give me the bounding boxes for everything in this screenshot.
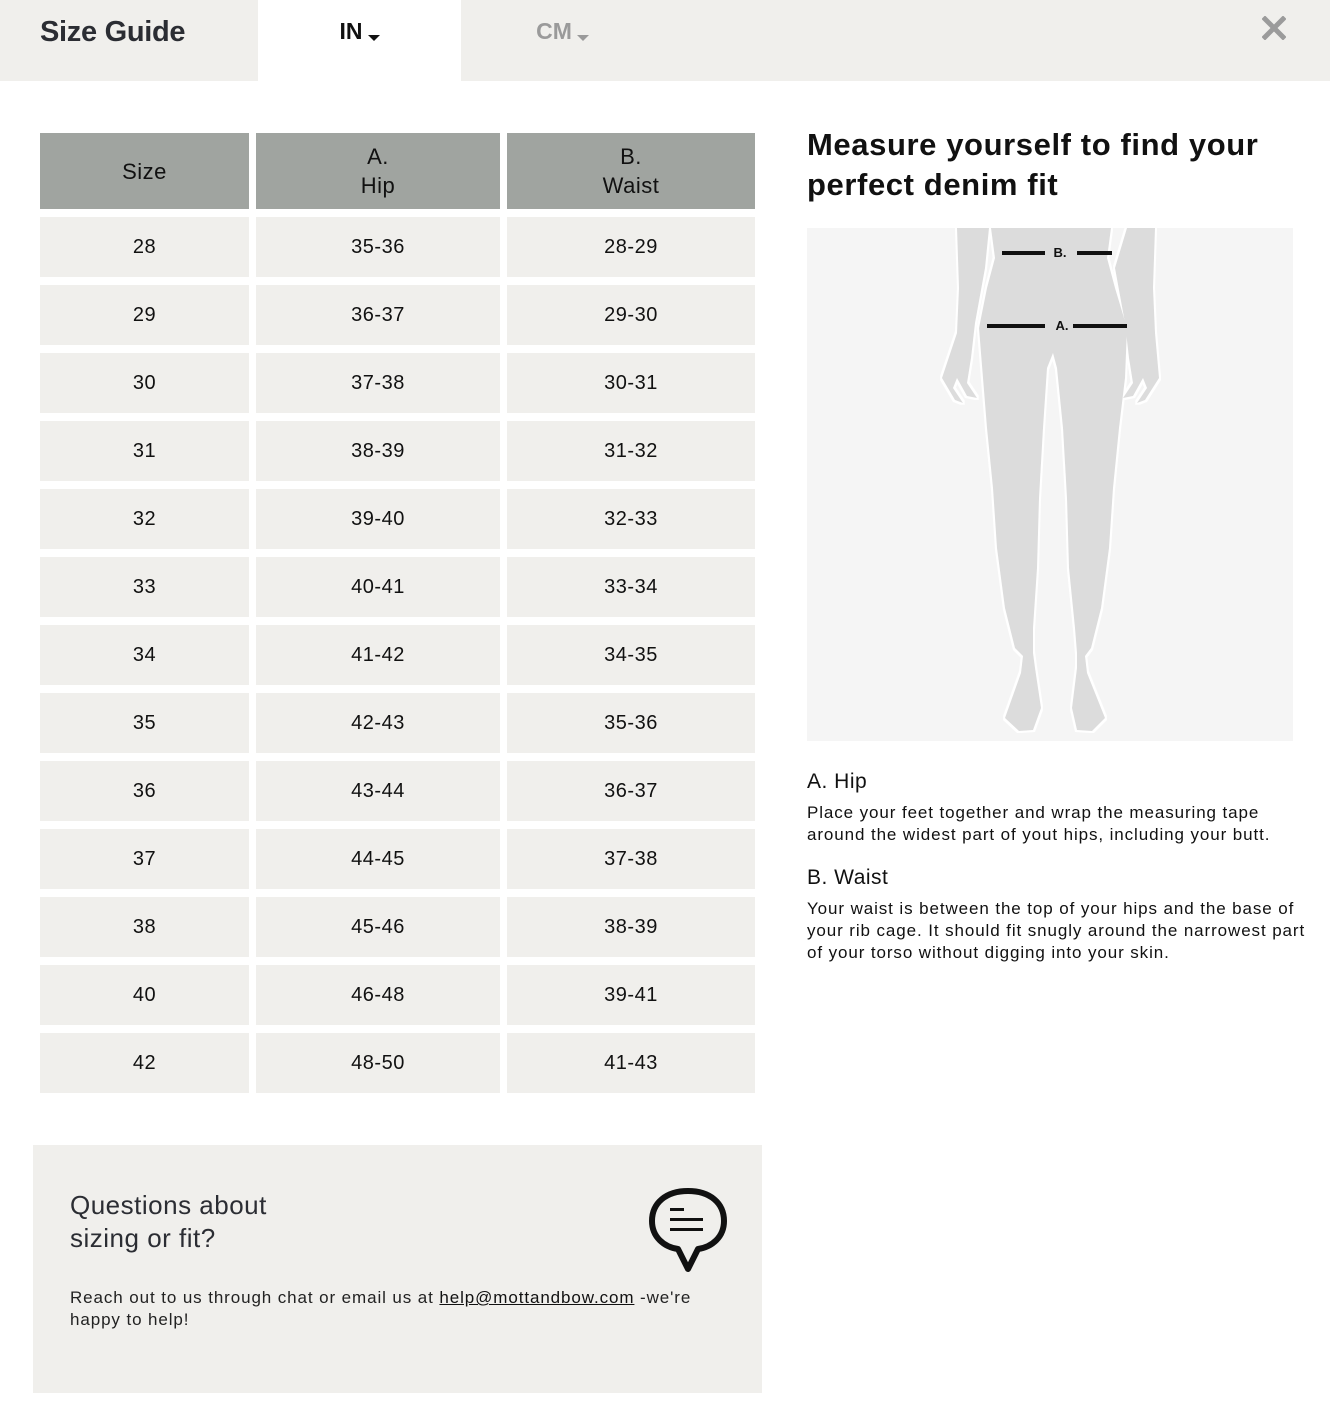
- waist-cell: 39-41: [507, 965, 755, 1025]
- table-row: [40, 897, 755, 957]
- table-row: [40, 489, 755, 549]
- table-row: [40, 1033, 755, 1093]
- waist-cell: 30-31: [507, 353, 755, 413]
- hip-cell: 45-46: [256, 897, 500, 957]
- size-cell: 30: [40, 353, 249, 413]
- tab-centimeters-label: CM: [536, 18, 572, 44]
- hip-cell: 42-43: [256, 693, 500, 753]
- size-table: [40, 133, 755, 1101]
- hip-cell: 44-45: [256, 829, 500, 889]
- column-header-waist: B. Waist: [507, 133, 755, 209]
- waist-cell: 41-43: [507, 1033, 755, 1093]
- body-measurement-figure: [807, 228, 1293, 741]
- hip-cell: 40-41: [256, 557, 500, 617]
- table-row: [40, 353, 755, 413]
- size-cell: 38: [40, 897, 249, 957]
- size-cell: 29: [40, 285, 249, 345]
- close-button[interactable]: [1260, 12, 1288, 44]
- help-text: Reach out to us through chat or email us at help@mottandbow.com -we're happy to help!: [70, 1288, 692, 1329]
- table-row: [40, 217, 755, 277]
- hip-title: A. Hip: [807, 770, 868, 793]
- waist-cell: 33-34: [507, 557, 755, 617]
- waist-cell: 37-38: [507, 829, 755, 889]
- hip-cell: 48-50: [256, 1033, 500, 1093]
- waist-cell: 38-39: [507, 897, 755, 957]
- table-row: [40, 829, 755, 889]
- waist-cell: 32-33: [507, 489, 755, 549]
- caret-down-icon: [577, 35, 589, 41]
- measure-section: [807, 125, 1297, 205]
- hip-cell: 36-37: [256, 285, 500, 345]
- hip-cell: 39-40: [256, 489, 500, 549]
- waist-cell: 34-35: [507, 625, 755, 685]
- size-guide-header: [0, 0, 1330, 81]
- size-cell: 37: [40, 829, 249, 889]
- close-icon: [1262, 16, 1286, 40]
- hip-cell: 38-39: [256, 421, 500, 481]
- size-cell: 36: [40, 761, 249, 821]
- chat-bubble-icon[interactable]: [648, 1187, 728, 1273]
- help-heading: Questions about sizing or fit?: [70, 1190, 267, 1253]
- help-email-link[interactable]: help@mottandbow.com: [439, 1288, 635, 1307]
- size-cell: 34: [40, 625, 249, 685]
- caret-down-icon: [368, 35, 380, 41]
- table-row: [40, 421, 755, 481]
- figure-label-a: A.: [1055, 318, 1069, 333]
- body-silhouette-image: [807, 228, 1293, 741]
- help-box: [33, 1145, 762, 1393]
- size-cell: 35: [40, 693, 249, 753]
- waist-cell: 35-36: [507, 693, 755, 753]
- measure-heading: Measure yourself to find your perfect denim fit: [807, 127, 1259, 202]
- size-cell: 28: [40, 217, 249, 277]
- table-row: [40, 625, 755, 685]
- waist-cell: 36-37: [507, 761, 755, 821]
- column-header-size: Size: [40, 133, 249, 209]
- waist-title: B. Waist: [807, 866, 889, 889]
- table-row: [40, 557, 755, 617]
- tab-inches[interactable]: [258, 0, 461, 81]
- table-row: [40, 693, 755, 753]
- table-header-row: [40, 133, 755, 209]
- page-title: Size Guide: [40, 16, 186, 48]
- hip-cell: 46-48: [256, 965, 500, 1025]
- tab-centimeters[interactable]: [461, 0, 664, 81]
- size-cell: 31: [40, 421, 249, 481]
- table-row: [40, 965, 755, 1025]
- waist-cell: 31-32: [507, 421, 755, 481]
- hip-text: Place your feet together and wrap the measuring tape around the widest part of yout hips, including your butt.: [807, 803, 1271, 844]
- size-cell: 32: [40, 489, 249, 549]
- measurement-descriptions: [807, 770, 1307, 984]
- table-row: [40, 285, 755, 345]
- waist-cell: 29-30: [507, 285, 755, 345]
- column-header-hip: A. Hip: [256, 133, 500, 209]
- size-cell: 33: [40, 557, 249, 617]
- size-cell: 40: [40, 965, 249, 1025]
- hip-cell: 35-36: [256, 217, 500, 277]
- hip-cell: 43-44: [256, 761, 500, 821]
- hip-cell: 37-38: [256, 353, 500, 413]
- waist-text: Your waist is between the top of your hips and the base of your rib cage. It should fit snugly around the narrowest part of your torso without digging into your skin.: [807, 899, 1306, 962]
- waist-cell: 28-29: [507, 217, 755, 277]
- figure-label-b: B.: [1053, 245, 1067, 260]
- hip-cell: 41-42: [256, 625, 500, 685]
- tab-inches-label: IN: [339, 18, 363, 44]
- table-row: [40, 761, 755, 821]
- size-cell: 42: [40, 1033, 249, 1093]
